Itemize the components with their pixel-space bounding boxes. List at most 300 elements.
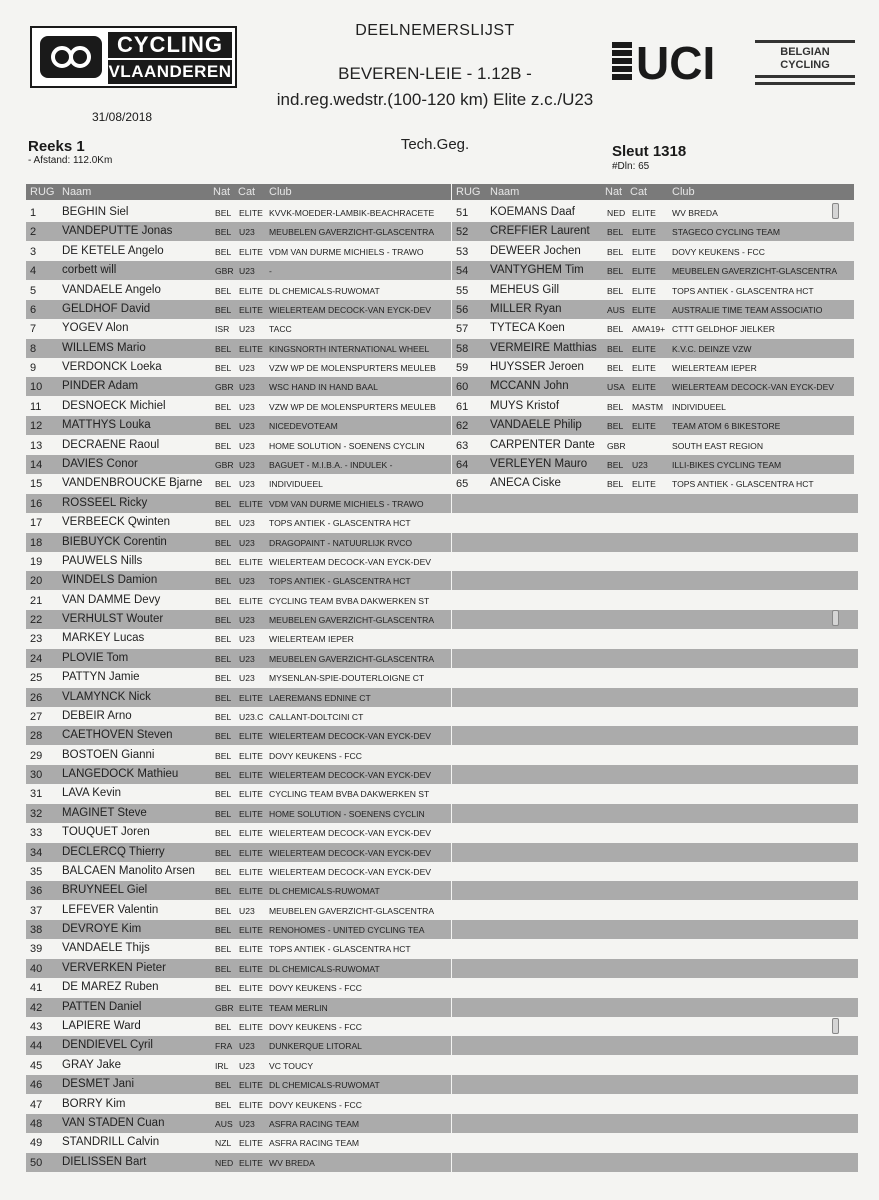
cell-rug: 43	[30, 1021, 43, 1033]
col-naam: Naam	[62, 186, 92, 198]
cell-nat: BEL	[215, 711, 232, 722]
uci-logo-text: UCI	[636, 40, 716, 82]
table-row	[26, 494, 451, 513]
cell-naam: MILLER Ryan	[490, 302, 562, 315]
cell-club: WIELERTEAM DECOCK-VAN EYCK-DEV	[269, 731, 432, 742]
cell-cat: U23	[239, 1060, 255, 1071]
cell-club: K.V.C. DEINZE VZW	[672, 343, 752, 354]
table-row	[26, 920, 451, 939]
cell-nat: BEL	[607, 421, 624, 432]
cell-club: HOME SOLUTION - SOENENS CYCLIN	[269, 808, 425, 819]
cell-rug: 33	[30, 827, 43, 840]
cell-club: WIELERTEAM DECOCK-VAN EYCK-DEV	[269, 847, 432, 858]
table-row	[452, 843, 858, 862]
table-row	[452, 881, 858, 900]
cell-nat: BEL	[215, 847, 232, 858]
cell-club: SOUTH EAST REGION	[672, 440, 764, 451]
cell-cat: ELITE	[239, 692, 263, 703]
cell-naam: TYTECA Koen	[490, 322, 565, 335]
cell-rug: 12	[30, 420, 43, 433]
table-row	[26, 998, 451, 1017]
cell-club: TACC	[269, 324, 292, 335]
cell-naam: BRUYNEEL Giel	[62, 884, 148, 897]
distance-label: - Afstand: 112.0Km	[28, 155, 113, 166]
cell-naam: BEGHIN Siel	[62, 206, 129, 218]
table-row	[452, 1095, 858, 1114]
cell-club: CALLANT-DOLTCINI CT	[269, 711, 364, 722]
cell-nat: GBR	[215, 459, 234, 470]
cell-cat: ELITE	[632, 227, 656, 238]
cell-club: BAGUET - M.I.B.A. - INDULEK -	[269, 459, 393, 470]
cell-cat: ELITE	[239, 925, 263, 936]
cell-nat: BEL	[215, 866, 232, 877]
table-row	[26, 397, 451, 416]
cell-naam: DECRAENE Raoul	[62, 438, 160, 451]
table-row	[452, 804, 858, 823]
table-row	[452, 416, 854, 435]
cell-rug: 32	[30, 807, 43, 820]
cell-rug: 47	[30, 1098, 43, 1111]
table-row	[26, 474, 451, 493]
cell-club: TOPS ANTIEK - GLASCENTRA HCT	[672, 285, 814, 296]
table-row	[26, 261, 451, 280]
cell-club: KINGSNORTH INTERNATIONAL WHEEL	[269, 343, 430, 354]
table-row	[26, 765, 451, 784]
cell-cat: U23	[239, 401, 255, 412]
tech-label: Tech.Geg.	[400, 136, 470, 153]
cell-club: VDM VAN DURME MICHIELS - TRAWO	[269, 246, 424, 257]
cell-cat: ELITE	[239, 847, 263, 858]
cell-naam: VERBEECK Qwinten	[62, 516, 171, 529]
cell-cat: U23	[239, 227, 255, 238]
cell-club: CTTT GELDHOF JIELKER	[672, 324, 775, 335]
cell-rug: 52	[456, 226, 469, 239]
cell-club: ILLI-BIKES CYCLING TEAM	[672, 459, 782, 470]
cell-club: INDIVIDUEEL	[269, 479, 323, 490]
cell-club: MEUBELEN GAVERZICHT-GLASCENTRA	[269, 653, 435, 664]
table-row	[26, 319, 451, 338]
cell-cat: ELITE	[632, 343, 656, 354]
table-row	[452, 203, 854, 222]
cell-nat: BEL	[215, 615, 232, 625]
table-row	[26, 881, 451, 900]
table-row	[452, 707, 858, 726]
cell-naam: DENDIEVEL Cyril	[62, 1039, 153, 1052]
cell-rug: 45	[30, 1059, 43, 1072]
table-row	[26, 823, 451, 842]
sleut-label: Sleut 1318	[612, 143, 687, 160]
cell-cat: ELITE	[239, 595, 263, 606]
cell-cat: ELITE	[239, 498, 263, 509]
cell-cat: ELITE	[632, 479, 656, 490]
table-row	[26, 668, 451, 687]
cell-cat: ELITE	[239, 1138, 263, 1149]
cell-club: MYSENLAN-SPIE-DOUTERLOIGNE CT	[269, 673, 425, 684]
cell-rug: 20	[30, 575, 43, 588]
cell-naam: ROSSEEL Ricky	[62, 496, 148, 509]
col-nat: Nat	[213, 186, 231, 198]
cell-rug: 7	[30, 323, 37, 336]
col-club: Club	[269, 186, 292, 198]
cell-club: TOPS ANTIEK - GLASCENTRA HCT	[269, 576, 411, 587]
cell-nat: BEL	[607, 479, 624, 490]
col-cat: Cat	[630, 186, 648, 198]
cell-rug: 54	[456, 265, 469, 278]
table-row	[26, 649, 451, 668]
cycling-vlaanderen-logo	[30, 26, 237, 88]
cell-cat: U23	[632, 459, 648, 470]
cell-club: STAGECO CYCLING TEAM	[672, 227, 781, 238]
bottle-stamp-icon	[832, 203, 839, 219]
left-column-header	[26, 184, 451, 200]
cell-nat: BEL	[215, 479, 232, 490]
cell-rug: 30	[30, 769, 43, 781]
cell-nat: BEL	[215, 304, 232, 315]
cell-club: TEAM MERLIN	[269, 1002, 328, 1013]
cell-club: DOVY KEUKENS - FCC	[269, 750, 362, 761]
cell-cat: ELITE	[239, 1002, 263, 1013]
cell-nat: BEL	[215, 421, 232, 432]
cell-cat: MASTM	[632, 401, 664, 412]
table-row	[26, 377, 451, 396]
cell-cat: U23	[239, 363, 255, 373]
cell-rug: 46	[30, 1079, 43, 1092]
cell-naam: PAUWELS Nills	[62, 554, 143, 567]
cell-nat: BEL	[215, 246, 232, 257]
cell-rug: 53	[456, 245, 469, 258]
cell-club: -	[269, 266, 272, 277]
cell-nat: BEL	[215, 653, 232, 664]
cell-cat: ELITE	[239, 731, 263, 742]
cell-naam: DESMET Jani	[62, 1078, 135, 1091]
cell-nat: IRL	[215, 1060, 229, 1071]
cell-cat: U23	[239, 537, 255, 548]
table-row	[26, 843, 451, 862]
cell-club: DRAGOPAINT - NATUURLIJK RVCO	[269, 537, 413, 548]
cell-nat: BEL	[215, 1080, 232, 1091]
table-row	[26, 959, 451, 978]
bc-logo-line2: CYCLING	[780, 59, 830, 71]
cell-naam: DECLERCQ Thierry	[62, 845, 165, 858]
cell-naam: MAGINET Steve	[62, 806, 147, 819]
cell-rug: 62	[456, 420, 469, 433]
cell-rug: 28	[30, 730, 43, 743]
cell-nat: BEL	[215, 963, 232, 974]
cell-naam: VERMEIRE Matthias	[490, 341, 597, 354]
cell-cat: ELITE	[632, 266, 656, 277]
cell-rug: 15	[30, 478, 43, 491]
cell-nat: BEL	[215, 692, 232, 703]
table-row	[26, 1095, 451, 1114]
cell-rug: 58	[456, 342, 469, 355]
table-row	[452, 436, 854, 455]
table-row	[452, 726, 858, 745]
table-row	[452, 358, 854, 377]
cell-club: AUSTRALIE TIME TEAM ASSOCIATIO	[672, 304, 823, 315]
table-row	[26, 1036, 451, 1055]
bottle-stamp-icon	[832, 1018, 839, 1034]
table-row	[26, 862, 451, 881]
cell-naam: VERHULST Wouter	[62, 613, 164, 625]
table-row	[26, 339, 451, 358]
cell-nat: BEL	[215, 440, 232, 451]
cell-club: WSC HAND IN HAND BAAL	[269, 382, 378, 393]
cell-rug: 16	[30, 497, 43, 510]
cell-club: DL CHEMICALS-RUWOMAT	[269, 886, 380, 897]
cell-nat: BEL	[215, 556, 232, 567]
cell-nat: BEL	[215, 537, 232, 548]
logo-line-vlaanderen: VLAANDEREN	[108, 60, 232, 84]
cell-naam: WINDELS Damion	[62, 574, 158, 587]
cell-club: TOPS ANTIEK - GLASCENTRA HCT	[672, 479, 814, 490]
col-club: Club	[672, 186, 695, 198]
participant-count: #Dln: 65	[612, 161, 650, 172]
cell-naam: MATTHYS Louka	[62, 419, 151, 432]
table-row	[452, 222, 854, 241]
cell-cat: ELITE	[239, 1080, 263, 1091]
cell-cat: ELITE	[239, 208, 263, 218]
cell-rug: 2	[30, 226, 37, 239]
cell-cat: ELITE	[239, 304, 263, 315]
cell-naam: VANTYGHEM Tim	[490, 264, 584, 277]
table-row	[26, 591, 451, 610]
col-nat: Nat	[605, 186, 623, 198]
cell-nat: BEL	[215, 227, 232, 238]
cell-rug: 38	[30, 924, 43, 937]
col-cat: Cat	[238, 186, 256, 198]
table-row	[26, 746, 451, 765]
cell-naam: VANDENBROUCKE Bjarne	[62, 477, 203, 490]
cell-nat: BEL	[607, 246, 624, 257]
cell-cat: ELITE	[239, 285, 263, 296]
cell-club: WIELERTEAM IEPER	[269, 634, 354, 645]
cell-naam: MUYS Kristof	[490, 399, 560, 412]
table-row	[452, 281, 854, 300]
cell-rug: 25	[30, 672, 43, 685]
cell-naam: GELDHOF David	[62, 302, 151, 315]
col-rug: RUG	[456, 186, 481, 198]
cell-naam: BORRY Kim	[62, 1097, 126, 1110]
cell-rug: 5	[30, 284, 37, 297]
cell-rug: 14	[30, 458, 43, 471]
cell-club: DOVY KEUKENS - FCC	[269, 1022, 362, 1032]
cell-nat: BEL	[607, 227, 624, 238]
cell-club: VZW WP DE MOLENSPURTERS MEULEB	[269, 363, 436, 373]
cell-naam: MARKEY Lucas	[62, 632, 145, 645]
cell-club: VZW WP DE MOLENSPURTERS MEULEB	[269, 401, 436, 412]
cell-naam: DE MAREZ Ruben	[62, 981, 159, 994]
table-row	[26, 629, 451, 648]
cell-cat: ELITE	[632, 382, 656, 393]
cell-rug: 63	[456, 439, 469, 452]
cell-rug: 64	[456, 458, 469, 471]
cell-nat: BEL	[215, 518, 232, 529]
cell-cat: U23	[239, 421, 255, 432]
cell-cat: ELITE	[632, 363, 656, 373]
cell-nat: BEL	[215, 886, 232, 897]
cell-nat: BEL	[215, 944, 232, 955]
bc-logo-line1: BELGIAN	[780, 46, 830, 58]
cell-naam: VLAMYNCK Nick	[62, 690, 151, 703]
cell-rug: 37	[30, 904, 43, 917]
cell-nat: BEL	[215, 673, 232, 684]
cell-naam: KOEMANS Daaf	[490, 206, 575, 218]
table-row	[26, 203, 451, 222]
cell-nat: BEL	[215, 731, 232, 742]
cell-rug: 29	[30, 749, 43, 762]
table-row	[26, 978, 451, 997]
cell-club: DL CHEMICALS-RUWOMAT	[269, 963, 380, 974]
race-category: ind.reg.wedstr.(100-120 km) Elite z.c./U23	[276, 90, 594, 109]
cell-rug: 50	[30, 1156, 43, 1169]
cell-rug: 60	[456, 381, 469, 394]
table-row	[452, 377, 854, 396]
cell-naam: VERDONCK Loeka	[62, 361, 162, 373]
cell-cat: ELITE	[239, 1022, 263, 1032]
cell-naam: PATTEN Daniel	[62, 1000, 142, 1013]
cell-club: HOME SOLUTION - SOENENS CYCLIN	[269, 440, 425, 451]
uci-logo-icon	[610, 40, 742, 82]
cell-cat: U23	[239, 905, 255, 916]
table-row	[452, 455, 854, 474]
table-row	[452, 513, 858, 532]
cell-naam: LANGEDOCK Mathieu	[62, 768, 179, 780]
table-row	[452, 649, 858, 668]
cell-club: NICEDEVOTEAM	[269, 421, 338, 432]
cell-naam: BALCAEN Manolito Arsen	[62, 864, 195, 877]
cell-club: WV BREDA	[672, 208, 718, 218]
cell-rug: 51	[456, 207, 469, 219]
cell-nat: USA	[607, 382, 625, 393]
cell-nat: BEL	[215, 285, 232, 296]
cell-nat: FRA	[215, 1041, 233, 1052]
cell-rug: 10	[30, 381, 43, 394]
cell-cat: ELITE	[239, 789, 263, 800]
cell-nat: BEL	[215, 363, 232, 373]
table-row	[26, 533, 451, 552]
cell-naam: TOUQUET Joren	[62, 826, 150, 839]
table-row	[452, 901, 858, 920]
cell-nat: NED	[215, 1157, 234, 1168]
table-row	[26, 455, 451, 474]
cell-rug: 61	[456, 400, 469, 413]
logo-line-cycling: CYCLING	[108, 32, 232, 58]
table-row	[452, 862, 858, 881]
table-row	[452, 474, 854, 493]
cell-club: TOPS ANTIEK - GLASCENTRA HCT	[269, 518, 411, 529]
table-row	[26, 1056, 451, 1075]
table-row	[452, 920, 858, 939]
table-row	[452, 1036, 858, 1055]
cell-cat: ELITE	[239, 963, 263, 974]
table-row	[26, 610, 451, 629]
table-row	[26, 901, 451, 920]
table-row	[452, 494, 858, 513]
cell-cat: U23	[239, 673, 255, 684]
cell-nat: BEL	[607, 343, 624, 354]
cell-cat: ELITE	[239, 886, 263, 897]
cell-nat: NED	[607, 208, 626, 218]
cell-rug: 1	[30, 207, 37, 219]
cell-rug: 4	[30, 265, 37, 278]
infinity-logo-icon	[40, 36, 102, 78]
cell-naam: LEFEVER Valentin	[62, 903, 159, 916]
cell-naam: MCCANN John	[490, 380, 569, 393]
cell-nat: BEL	[215, 401, 232, 412]
cell-cat: ELITE	[632, 421, 656, 432]
cell-cat: ELITE	[632, 285, 656, 296]
table-row	[452, 959, 858, 978]
table-row	[452, 668, 858, 687]
table-row	[26, 242, 451, 261]
cell-nat: BEL	[215, 925, 232, 936]
cell-naam: PATTYN Jamie	[62, 671, 140, 684]
document-title: DEELNEMERSLIJST	[355, 22, 515, 39]
cell-naam: VAN DAMME Devy	[62, 593, 161, 606]
cell-rug: 11	[30, 400, 42, 413]
race-name: BEVEREN-LEIE - 1.12B -	[338, 64, 532, 83]
cell-club: VDM VAN DURME MICHIELS - TRAWO	[269, 498, 424, 509]
cell-club: TOPS ANTIEK - GLASCENTRA HCT	[269, 944, 411, 955]
cell-club: CYCLING TEAM BVBA DAKWERKEN ST	[269, 595, 430, 606]
cell-nat: BEL	[215, 634, 232, 645]
cell-rug: 23	[30, 633, 43, 646]
cell-cat: ELITE	[239, 808, 263, 819]
cell-cat: U23	[239, 653, 255, 664]
cell-naam: CREFFIER Laurent	[490, 225, 590, 238]
cell-nat: BEL	[215, 576, 232, 587]
cell-naam: VERVERKEN Pieter	[62, 961, 166, 974]
table-row	[452, 1114, 858, 1133]
cell-club: WIELERTEAM IEPER	[672, 363, 757, 373]
cell-club: MEUBELEN GAVERZICHT-GLASCENTRA	[269, 227, 435, 238]
cell-naam: VANDEPUTTE Jonas	[62, 225, 173, 238]
series-label: Reeks 1	[28, 138, 85, 155]
cell-club: CYCLING TEAM BVBA DAKWERKEN ST	[269, 789, 430, 800]
cell-nat: BEL	[607, 401, 624, 412]
cell-cat: AMA19+	[632, 324, 666, 335]
table-row	[452, 629, 858, 648]
cell-naam: DAVIES Conor	[62, 457, 138, 470]
cell-club: DL CHEMICALS-RUWOMAT	[269, 285, 380, 296]
cell-naam: DEVROYE Kim	[62, 923, 142, 936]
table-row	[452, 552, 858, 571]
cell-rug: 13	[30, 439, 43, 452]
cell-cat: U23	[239, 518, 255, 529]
cell-club: RENOHOMES - UNITED CYCLING TEA	[269, 925, 425, 936]
cell-rug: 6	[30, 303, 37, 316]
cell-rug: 40	[30, 962, 43, 975]
cell-cat: ELITE	[239, 828, 263, 839]
cell-naam: DEBEIR Arno	[62, 709, 132, 722]
table-row	[26, 804, 451, 823]
cell-club: MEUBELEN GAVERZICHT-GLASCENTRA	[269, 615, 435, 625]
cell-rug: 22	[30, 614, 43, 626]
table-row	[26, 436, 451, 455]
cell-naam: VAN STADEN Cuan	[62, 1116, 165, 1129]
right-column-header	[452, 184, 854, 200]
table-row	[452, 397, 854, 416]
cell-club: DUNKERQUE LITORAL	[269, 1041, 362, 1052]
cell-rug: 21	[30, 594, 43, 607]
cell-naam: VERLEYEN Mauro	[490, 457, 588, 470]
cell-nat: GBR	[215, 382, 234, 393]
cell-rug: 42	[30, 1001, 43, 1014]
table-row	[452, 1153, 858, 1172]
cell-nat: BEL	[215, 808, 232, 819]
cell-cat: ELITE	[632, 246, 656, 257]
cell-club: DL CHEMICALS-RUWOMAT	[269, 1080, 380, 1091]
